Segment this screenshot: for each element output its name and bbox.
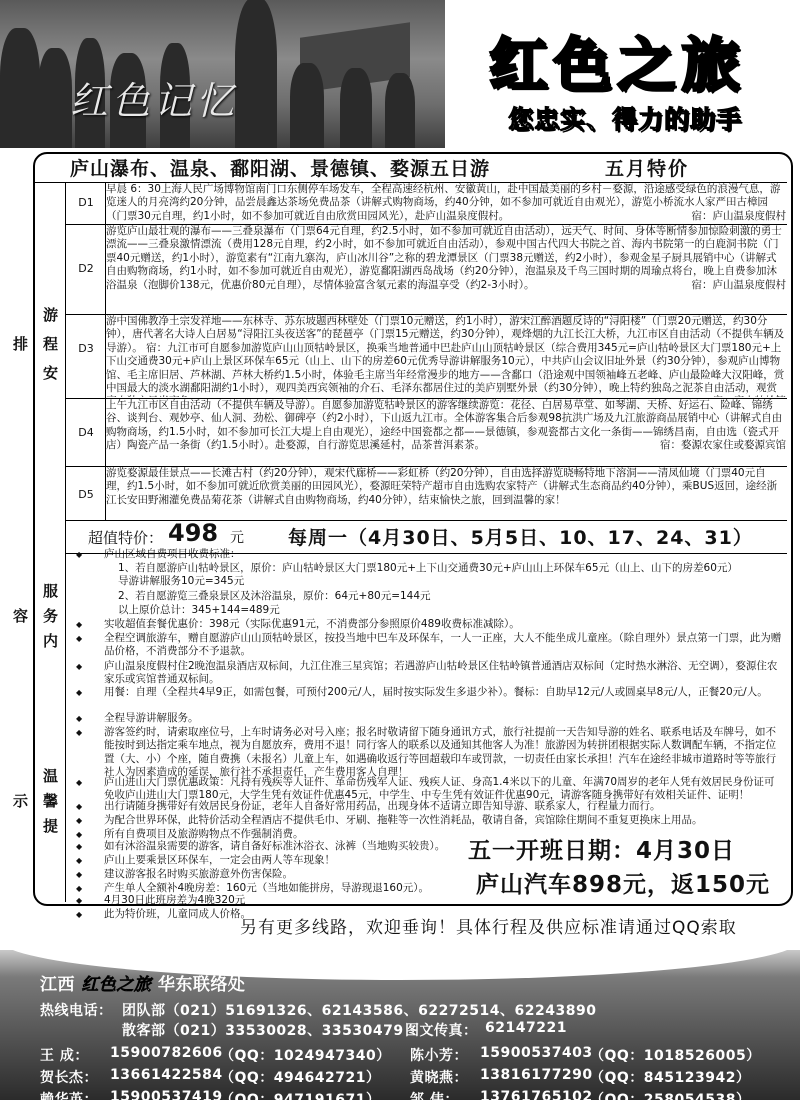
day-text-d4 <box>106 399 786 465</box>
day-label-d2: D2 <box>78 262 94 275</box>
service-item: 此为特价班，儿童同成人价格。 <box>104 908 251 920</box>
service-item: 庐山进山大门票优惠政策：凡持有残疾等人证件、革命伤残军人证、残疾人证、身高1.4米以下的儿童、年满70周岁的老年人凭有效居民身份证可免收庐山进山大门票180元，大学生凭有效证件优惠45元，中学生、中专生凭有效证件优惠90元，请游客随身携带好有效相关证件、证明！ <box>104 776 775 802</box>
service-item: 庐山上要乘景区环保车，一定会由两人等车现象！ <box>104 854 335 866</box>
day-text-d1 <box>106 183 786 223</box>
bullet-icon: ◆ <box>76 884 83 893</box>
service-item: 建议游客报名时购买旅游意外伤害保险。 <box>104 868 293 880</box>
fax-label: 图文传真： <box>405 1023 478 1039</box>
service-item: 用餐：自理（全程共4早9正，如需包餐，可预付200元/人，届时按实际发生多退少补）。餐标：自助早12元/人或圆桌早8元/人，正餐20元/人。 <box>104 686 768 698</box>
contact-person-phone: 13816177290 <box>480 1067 593 1083</box>
bullet-icon: ◆ <box>76 842 83 851</box>
group-dept-phones: 团队部（021）51691326、62143586、62272514、62243890 <box>122 1003 597 1019</box>
bullet-icon: ◆ <box>76 688 83 697</box>
contact-person-qq: （QQ：258054538） <box>590 1092 751 1108</box>
fax-number: 62147221 <box>485 1020 567 1036</box>
route-name: 庐山瀑布、温泉、鄱阳湖、景德镇、婺源五日游 <box>70 158 491 180</box>
contact-person-qq: （QQ：1024947340） <box>220 1048 391 1064</box>
figure <box>235 0 277 148</box>
departure-dates: 每周一（4月30日、5月5日、10、17、24、31） <box>288 527 753 549</box>
service-item: 1、若自愿游庐山牯岭景区，原价：庐山牯岭景区大门票180元+上下山交通费30元+庐山山上环保车65元（山上、山下的房差60元）导游讲解服务10元=345元 <box>118 562 738 588</box>
bullet-icon: ◆ <box>76 728 83 737</box>
bullet-icon: ◆ <box>76 714 83 723</box>
contact-person-qq: （QQ：494642721） <box>220 1070 381 1086</box>
may-special-label: 五月特价 <box>605 158 690 180</box>
bullet-icon: ◆ <box>76 870 83 879</box>
day-lodging <box>713 395 787 397</box>
tips-label: 温馨提示 <box>11 767 59 843</box>
contact-person-qq: （QQ：1018526005） <box>590 1048 761 1064</box>
day-description: 早晨 6：30上海人民广场博物馆南门口东侧停车场发车，全程高速经杭州、安徽黄山，赴中国最美丽的乡村－婺源，沿途感受绿色的浪漫气息，游览迷人的月亮湾约20分钟，品尝晨鑫达茶场免费品茶（讲解式购物商场，约40分钟，如不参加可就近自由观光），游览小桥流水人家严田古樟园（门票30元自理，约1小时，如不参加可就近自由欣赏田园风光），赴庐山温泉度假村。 <box>106 183 781 222</box>
page-title: 红色之旅 <box>489 31 746 99</box>
contact-person-qq: （QQ：845123942） <box>590 1070 751 1086</box>
price-unit: 元 <box>230 530 244 546</box>
header-script-text: 红色记忆 <box>70 79 239 123</box>
contact-person-name: 黄晓燕： <box>410 1070 468 1086</box>
service-item: 产生单人全额补4晚房差：160元（当地如能拼房，导游现退160元）。 <box>104 882 430 894</box>
contact-person-phone: 15900537403 <box>480 1045 593 1061</box>
day-description: 上午九江市区自由活动（不提供车辆及导游）。自愿参加游览牯岭景区的游客继续游览：花径、白居易草堂、如琴湖、天桥、好运石、险峰、锦绣谷、谈判台、观妙亭、仙人洞、劲松、御碑亭（约2小时），下山返九江市。全体游客集合后参观98抗洪广场及九江旅游商品展销中心（讲解式自由购物商场，约1.5小时，如不参加可长江大堤上自由观光），途经中国瓷都之都——景德镇，参观瓷都古文化一条街——锦绣昌南，自由选（瓷式开店）陶瓷产品一条街（约1.5小时）。赴婺源，自行游览思溪延村，品茶普洱素茶。 <box>106 399 783 452</box>
figure <box>38 48 72 148</box>
contact-title <box>40 970 245 995</box>
contact-title-brand: 红色之旅 <box>81 975 152 995</box>
bullet-icon: ◆ <box>76 620 83 629</box>
service-item: 以上原价总计：345+144=489元 <box>118 604 280 616</box>
day-lodging: 宿：庐山温泉度假村 <box>691 209 786 222</box>
bullet-icon: ◆ <box>76 830 83 839</box>
service-item: 游客签约时，请索取座位号，上车时请务必对号入座；报名时敬请留下随身通讯方式，旅行社提前一天告知导游的姓名、联系电话及车牌号，如不能按时到达指定乘车地点，视为自愿放弃，费用不退！同行客人的联系以及通知其他客人为准！旅游因为转拼团根据实际人数调配车辆，不指定位置（大、小）个座，随自费携（未报名）儿童上车，如遇确收返行等回超载印车或罚款，一切责任由家长承担！汽车在途经非城市道路时等等旅行社人为因素造成的延误，旅行社不承担责任，产生费用客人自理！ <box>104 726 776 779</box>
service-item: 全程空调旅游车，赠自愿游庐山山顶牯岭景区，按投当地中巴车及环保车，一人一正座，大人不能坐成儿童座。（除自理外）景点第一门票，此为赠品价格，不消费部分不予退款。 <box>104 632 782 658</box>
bullet-icon: ◆ <box>76 550 83 559</box>
service-label: 服务内容 <box>11 582 59 658</box>
price-amount: 498 <box>168 519 219 547</box>
service-item: 庐山区域自费项目收费标准： <box>104 548 241 560</box>
bullet-icon: ◆ <box>76 778 83 787</box>
bullet-icon: ◆ <box>76 634 83 643</box>
contact-person-name: 王 成： <box>40 1048 89 1064</box>
service-item: 全程导游讲解服务。 <box>104 712 199 724</box>
service-item: 出行请随身携带好有效居民身份证，老年人自备好常用药品，出现身体不适请立即告知导游、联系家人，行程量力而行。 <box>104 800 661 812</box>
day-label-d3: D3 <box>78 342 94 355</box>
day-description: 游览庐山最壮观的瀑布——三叠泉瀑布（门票64元自理，约2.5小时，如不参加可就近自由活动），远天气、时间、身体等断情参加惊险刺激的勇士漂流——三叠泉激情漂流（费用128元自理，约2小时，如不参加可就近自由活动），参观中国古代四大书院之首、海内书院第一的白鹿洞书院（门票40元赠送，约1小时），游览素有“江南九寨沟，庐山冰川谷”之称的碧龙潭景区（门票38元赠送，约2小时），参观金星子厨具展销中心（讲解式自由购物商场，约1小时，如不参加可就近自由观光），游览鄱阳湖西岛战场（约20分钟），泡温泉及千鸟三国时期的周瑜点将台，晚上自费参加沐浴温泉（泡脚价138元，优惠价80元自理），尽情体验富含氡元素的海温享受（约2-3小时）。 <box>106 225 782 291</box>
open-date-callout: 五一开班日期：4月30日 <box>464 832 739 865</box>
contact-person-name: 贺长杰： <box>40 1070 98 1086</box>
day-description: 游览婺源最佳景点——长滩古村（约20分钟），观宋代廊桥——彩虹桥（约20分钟），自由选择游览晓畅特地下溶洞——清凤仙境（门票40元自理，约1.5小时，如不参加可就近欣赏美丽的田园风光），婺源旺荣特产超市自由选购农家特产（讲解式生态商品约40分钟），乘BUS返回，途经浙江长安田野湘灌免费品菊花茶（讲解式自由购物商场，约40分钟），结束愉快之旅，回到温馨的家！ <box>106 467 778 506</box>
service-item: 所有自费项目及旅游购物点不作强制消费。 <box>104 828 304 840</box>
contact-person-name: 赖华英： <box>40 1092 98 1108</box>
day-lodging: 宿：婺源农家住或婺源宾馆 <box>660 439 786 452</box>
contact-person-phone: 13661422584 <box>110 1067 223 1083</box>
header <box>0 0 800 150</box>
day-label-d4: D4 <box>78 426 94 439</box>
footer-note: 另有更多线路，欢迎垂询！具体行程及供应标准请通过QQ索取 <box>240 918 737 938</box>
contact-person-qq: （QQ：947191671） <box>220 1092 381 1108</box>
day-label-d1: D1 <box>78 196 94 209</box>
contact-title-prefix: 江西 <box>40 975 75 995</box>
service-item: 庐山温泉度假村住2晚泡温泉酒店双标间，九江住准三星宾馆；若遇游庐山牯岭景区住牯岭镇普通酒店双标间（定时热水淋浴、无空调），婺源住农家乐或宾馆普通双标间。 <box>104 660 778 686</box>
bullet-icon: ◆ <box>76 856 83 865</box>
day-lodging: 宿：庐山温泉度假村 <box>691 278 786 291</box>
contact-person-phone: 15900782606 <box>110 1045 223 1061</box>
bullet-icon: ◆ <box>76 910 83 919</box>
figure <box>385 73 415 148</box>
service-item: 如有沐浴温泉需要的游客，请自备好标准沐浴衣、泳裤（当地购买较贵）。 <box>104 840 446 852</box>
slogan: 您忠实、得力的助手 <box>507 105 742 134</box>
contact-title-suffix: 华东联络处 <box>157 975 246 995</box>
day-label-d5: D5 <box>78 488 94 501</box>
itinerary-label: 游程安排 <box>11 306 59 394</box>
contact-person-phone: 15900537419 <box>110 1089 223 1105</box>
individual-dept-phones: 散客部（021）33530028、33530479 <box>122 1023 404 1039</box>
day-text-d2 <box>106 225 786 313</box>
day-text-d3 <box>106 315 786 397</box>
hotline-label: 热线电话： <box>40 1003 113 1019</box>
contact-block <box>0 950 800 1108</box>
service-item: 2、若自愿游览三叠泉景区及沐浴温泉，原价：64元+80元=144元 <box>118 590 431 602</box>
price-label: 超值特价： <box>88 529 164 547</box>
contact-person-name: 邹 伟： <box>410 1092 459 1108</box>
bullet-icon: ◆ <box>76 816 83 825</box>
day-text-d5 <box>106 467 786 519</box>
bus-price-callout: 庐山汽车898元，返150元 <box>472 866 774 899</box>
service-item: 4月30日此班房差为4晚320元 <box>104 894 246 906</box>
bullet-icon: ◆ <box>76 802 83 811</box>
contact-person-phone: 13761765102 <box>480 1089 593 1105</box>
bullet-icon: ◆ <box>76 662 83 671</box>
figure <box>0 28 40 148</box>
day-description: 游中国佛教净土宗发祥地——东林寺、苏东坡题西林壁处（门票10元赠送，约1小时），游宋江醉酒题反诗的“浔阳楼”（门票20元赠送，约30分钟），唐代著名大诗人白居易“浔阳江头夜送客”的琵琶亭（门票15元赠送，约30分钟），观烽烟的九江长江大桥，九江市区自由活动（不提供车辆及导游）。 宿：九江市可自愿参加游览庐山山顶牯岭景区，换乘当地普通中巴赴庐山山顶牯岭景区（综合费用345元=庐山牯岭景区大门票180元+上下山交通费30元+庐山上景区环保车65元（山上、山下的房差60元优秀导游讲解服务10元），中共庐山会议旧址外景（约30分钟），参观庐山博物馆、毛主席旧居、芦林湖、芦林大桥约1.5小时，体验毛主席当年经常漫步的地方——含鄱口（沿途观中国领袖峰五老峰、庐山最险峰大汉阳峰，赏中国最大的淡水湖鄱阳湖约1小时），观四美西宾领袖的介石、毛泽东都居住过的美庐别墅外景（约30分钟），晚上特约独岛之泥茶自由活动，观赏 <box>106 315 785 395</box>
figure <box>340 68 372 148</box>
service-item: 实收超值套餐优惠价：398元（实际优惠91元，不消费部分参照原价489收费标准减除）。 <box>104 618 520 630</box>
bullet-icon: ◆ <box>76 896 83 905</box>
service-item: 为配合世界环保，此特价活动全程酒店不提供毛巾、牙刷、拖鞋等一次性消耗品，敬请自备，宾馆除住期间不重复更换床上用品。 <box>104 814 703 826</box>
contact-person-name: 陈小芳： <box>410 1048 468 1064</box>
figure <box>290 63 324 148</box>
